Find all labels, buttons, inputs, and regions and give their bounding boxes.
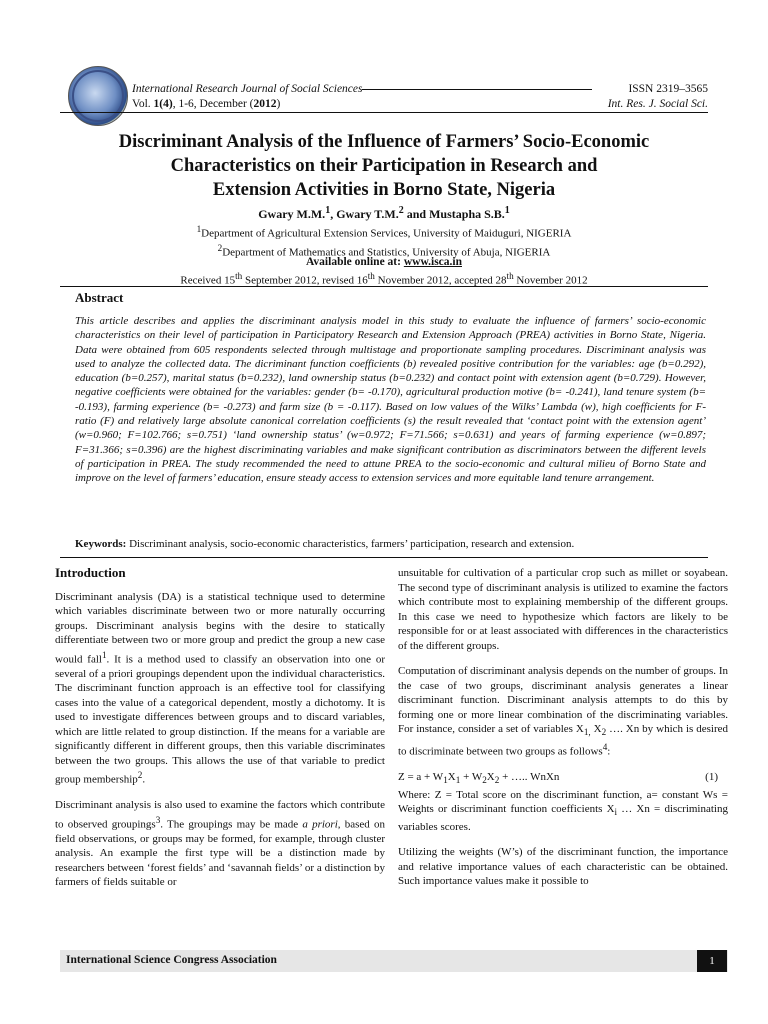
equation-where: Where: Z = Total score on the discriminant function, a= constant Ws = Weights or discriminant function coefficients $X_i$ … Xn = discriminating variables scores. <box>398 788 728 833</box>
right-paragraph-1: unsuitable for cultivation of a particular crop such as millet or soyabean. The second type of discriminant analysis is utilized to examine the factors which contribute most to explaining membership of the different groups. In this case we need to hypothesize which factors are likely to be responsible for or at least associated with differences in the characteristics of the different groups. <box>398 567 728 652</box>
journal-name: International Research Journal of Social Sciences <box>132 83 363 95</box>
journal-url-link[interactable]: www.isca.in <box>403 256 462 268</box>
keywords: Keywords: Discriminant analysis, socio-economic characteristics, farmers’ participation, research and extension. <box>75 538 575 550</box>
volume-info: Vol. 1(4), 1-6, December (2012) <box>132 98 281 110</box>
availability: Available online at: www.isca.in <box>305 256 462 268</box>
title-divider <box>60 286 708 287</box>
paper-title: Discriminant Analysis of the Influence of Farmers’ Socio-Economic Characteristics on their Participation in Research and Extension Activities in Borno State, Nigeria <box>118 132 650 200</box>
footer-association: International Science Congress Association <box>66 954 277 966</box>
left-column <box>55 565 385 901</box>
right-column <box>398 566 728 900</box>
journal-header-right <box>608 82 708 112</box>
affiliations: $^1$Department of Agricultural Extension Services, University of Maiduguri, NIGERIA $^2$Department of Mathematics and Statistics, University of Abuja, NIGERIA <box>196 224 572 259</box>
authors: Gwary M.M.$^1$, Gwary T.M.$^2$ and Mustapha S.B.$^1$ <box>258 205 510 221</box>
equation-number: (1) <box>705 770 718 783</box>
right-paragraph-3: Utilizing the weights (W’s) of the discriminant function, the importance and relative importance values of each characteristic can be obtained. Such importance values make it possible to <box>398 846 728 888</box>
journal-header-left <box>132 82 622 112</box>
equation-1: $Z = a + W_1X_1 + W_2X_2$ + ….. WnXn (1) <box>398 770 728 788</box>
received-dates: Received 15th September 2012, revised 16th November 2012, accepted 28th November 2012 <box>180 271 588 287</box>
abstract-heading: Abstract <box>75 290 124 305</box>
isca-logo <box>68 66 128 126</box>
introduction-heading: Introduction <box>55 565 126 580</box>
page-number: 1 <box>697 950 727 972</box>
header-divider <box>60 112 708 113</box>
abstract-divider <box>60 557 708 558</box>
right-paragraph-2: Computation of discriminant analysis depends on the number of groups. In the case of two groups, discriminant analysis generates a linear discriminant function. Discriminant analysis attempts to do this by forming one or more linear combination of the discriminating variables. For instance, consider a set of variables $X_{1,}$ $X_2$ …. Xn by which is desired to discriminate between two groups as follows$^4$: <box>398 665 728 758</box>
issn: ISSN 2319–3565 <box>628 83 708 95</box>
intro-paragraph-2: Discriminant analysis is also used to examine the factors which contribute to observed groupings$^3$. The groupings may be made a priori, based on field observations, or groups may be formed, for example, through cluster analysis. An example the first type will be a distinction made by researchers between ‘forest fields’ and ‘savannah fields’ or a distinction by farmers of fields suitable or <box>55 799 385 889</box>
intro-paragraph-1: Discriminant analysis (DA) is a statistical technique used to determine which variables discriminate between two or more naturally occurring groups. Discriminant analysis begins with the desire to statically differentiate between two or more group and predict the group a new case would fall$^1$. It is a method used to classify an observation into one or several of a priori groupings dependent upon the individual characteristics. The discriminant function approach is an effective tool for classifying cases into the value of a categorical dependent, mostly a dichotomy. It is used to investigate differences between groups and to discard variables, which are little related to group distinction. If the means for a variable are significantly different in different groups, then this variable discriminates between the two groups. This allows the use of that variable to predict group membership$^2$. <box>55 590 385 786</box>
abstract-text: This article describes and applies the discriminant analysis model in this study to evaluate the influence of farmers’ socio-economic characteristics on their level of participation in Participatory Research and Extension Approach (PREA) activities in Borno State, Nigeria. Data were obtained from 605 respondents selected through multistage and proportionate sampling procedures. Discriminant analysis was used to analyze the collected data. The dicriminant function coefficients (b) revealed positive contribution for the variables: age (b=0.292), education (b=0.257), marital status (b=0.232), land ownership status (b=0.232) and contact point with extension agent (b=0.729). However, negative coefficients were obtained for the variables: gender (b= -0.170), agricultural production motive (b= -0.241), land tenure system (b= -0.193), farming experience (b= -0.273) and farm size (b = -0.117). Based on low values of the Wilks’ Lambda (w), high coefficients for F-ratio (F) and relatively large absolute canonical correlation coefficients (s) the result revealed that ‘contact point with the extension agent’ (w=0.960; F=102.766; s=0.751) ‘land ownership status’ (w=0.972; F=71.566; s=0.631) and years of farming experience (w=0.897; F=31.366; s=0.396) are the highest discriminating variables and make significant contribution as discriminators between the different levels of participation in PREA. The study recommended the need to attune PREA to the socio-economic and cultural milieu of Borno State and improve on the level of farmers’ education, ensure steady access to extension services and more equitable land tenure arrangement. <box>75 315 706 485</box>
journal-abbrev: Int. Res. J. Social Sci. <box>607 98 708 110</box>
